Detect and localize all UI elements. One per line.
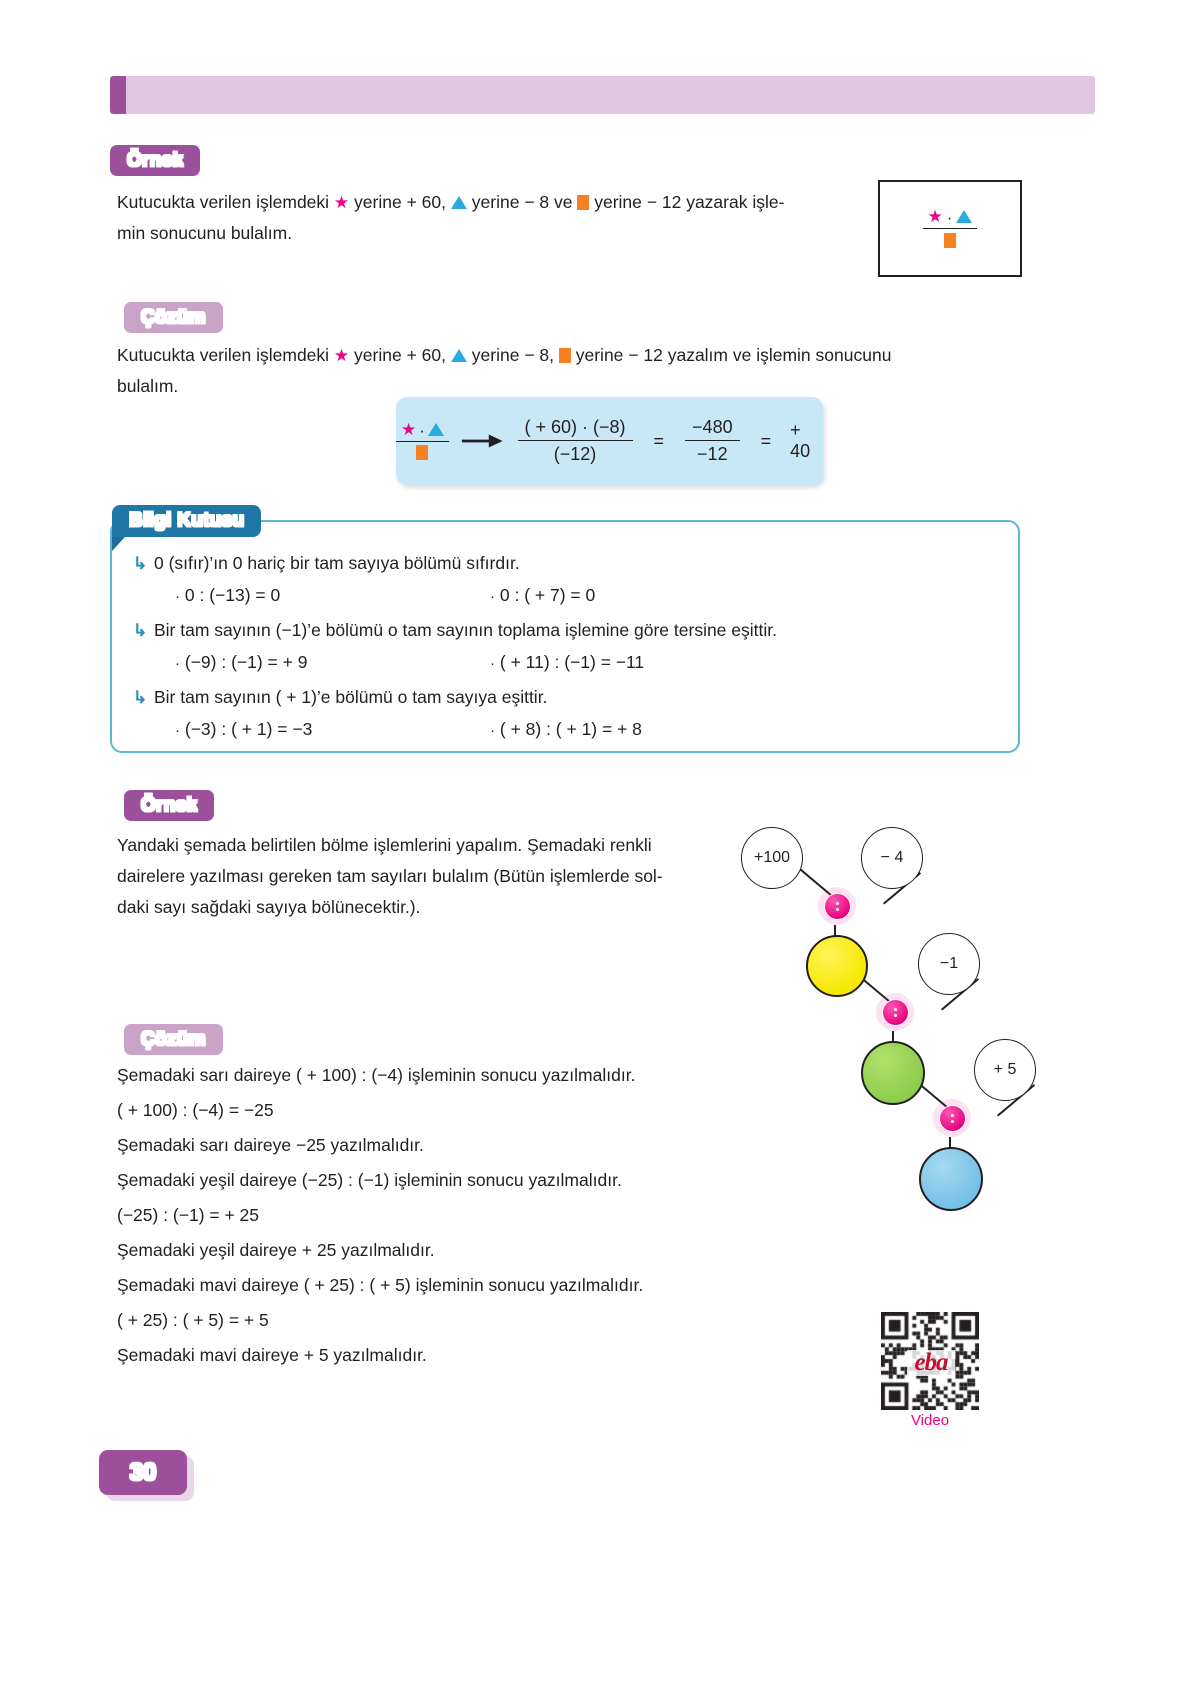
solution2-line-2: ( + 100) : (−4) = −25: [117, 1100, 274, 1120]
division-tree-diagram: [735, 825, 1025, 1215]
example1-value-minus12: − 12 yazarak işle-: [646, 192, 785, 212]
triangle-icon: [956, 210, 972, 223]
bilgi-rule-3-example-1-text: (−3) : ( + 1) = −3: [184, 719, 313, 739]
top-banner-tab: [110, 76, 126, 114]
diagram-node-blue: [919, 1147, 983, 1211]
bilgi-rule-1-example-2-text: 0 : ( + 7) = 0: [499, 585, 596, 605]
multiplication-dot-icon: ·: [946, 207, 953, 227]
section-label-ornek-2: [124, 790, 214, 821]
formula-fraction-2-numerator: −480: [685, 417, 740, 441]
formula-equals-1: =: [653, 430, 665, 451]
division-symbol-3: [939, 1105, 966, 1132]
solution2-line-8: ( + 25) : ( + 5) = + 5: [117, 1310, 269, 1330]
formula-fraction-1: [518, 417, 633, 465]
diagram-node-yellow: [806, 935, 868, 997]
example2-paragraph: [117, 830, 747, 923]
division-symbol-1: [824, 893, 851, 920]
example1-text-line2: min sonucunu bulalım.: [117, 223, 293, 243]
division-operator-icon-3: [933, 1099, 971, 1137]
cozum-label-text: Çözüm: [141, 306, 206, 328]
solution2-line-7: Şemadaki mavi daireye ( + 25) : ( + 5) işleminin sonucu yazılmalıdır.: [117, 1275, 644, 1295]
qr-code[interactable]: [881, 1312, 979, 1410]
bullet-arrow-icon: ↳: [133, 621, 148, 640]
list-dot-icon: ·: [175, 588, 180, 605]
bilgi-kutusu-label-text: Bilgi Kutusu: [129, 510, 245, 531]
bilgi-rule-3-example-1: [175, 719, 312, 740]
diagram-node-plus100: [741, 827, 803, 889]
bilgi-kutusu-tail: [112, 537, 125, 551]
formula-result: + 40: [790, 420, 811, 461]
qr-code-caption: Video: [910, 1412, 950, 1429]
example1-value-minus8: − 8 ve: [524, 192, 573, 212]
diagram-node-plus5: [974, 1039, 1036, 1101]
multiplication-dot-icon: ·: [419, 420, 425, 440]
section-label-bilgi-kutusu: [112, 505, 261, 537]
square-icon: [559, 348, 571, 363]
example1-text-b: yerine: [354, 192, 402, 212]
formula-fraction-1-denominator: (−12): [553, 444, 597, 464]
triangle-icon: [428, 423, 444, 436]
example1-text-d: yerine: [594, 192, 642, 212]
formula-symbol-numerator: [396, 419, 449, 442]
formula-panel: [396, 397, 823, 485]
kutucuk-numerator: [923, 206, 978, 229]
square-icon: [944, 233, 956, 248]
list-dot-icon: ·: [490, 722, 495, 739]
section-label-cozum-2: [124, 1024, 223, 1055]
example2-line-2: dairelere yazılması gereken tam sayıları bulalım (Bütün işlemlerde sol-: [117, 866, 663, 886]
top-banner: [110, 76, 1095, 114]
bilgi-rule-3-statement: Bir tam sayının ( + 1)’e bölümü o tam sayıya eşittir.: [154, 687, 548, 707]
star-icon: ★: [333, 345, 350, 365]
example1-text-c: yerine: [471, 192, 520, 212]
bullet-arrow-icon: ↳: [133, 688, 148, 707]
solution1-text-line2: bulalım.: [117, 376, 179, 396]
section-label-ornek-1: [110, 145, 200, 176]
solution2-line-4: Şemadaki yeşil daireye (−25) : (−1) işleminin sonucu yazılmalıdır.: [117, 1170, 622, 1190]
example2-line-1: Yandaki şemada belirtilen bölme işlemlerini yapalım. Şemadaki renkli: [117, 835, 652, 855]
list-dot-icon: ·: [490, 588, 495, 605]
formula-fraction-1-numerator: ( + 60) · (−8): [518, 417, 633, 441]
list-dot-icon: ·: [175, 655, 180, 672]
eba-logo: eba: [907, 1350, 955, 1376]
division-symbol-2: [882, 999, 909, 1026]
diagram-node-minus4: [861, 827, 923, 889]
bilgi-rule-1-statement: 0 (sıfır)’ın 0 hariç bir tam sayıya bölümü sıfırdır.: [154, 553, 520, 573]
bilgi-rule-2-example-1-text: (−9) : (−1) = + 9: [184, 652, 308, 672]
bilgi-rule-3-example-2-text: ( + 8) : ( + 1) = + 8: [499, 719, 642, 739]
formula-fraction-2-denominator: −12: [697, 444, 728, 464]
bilgi-rule-1-example-1-text: 0 : (−13) = 0: [184, 585, 281, 605]
kutucuk-expression-box: [878, 180, 1022, 277]
diagram-node-minus4-label: − 4: [880, 849, 904, 866]
diagram-node-green: [861, 1041, 925, 1105]
bilgi-rule-1-example-1: [175, 585, 280, 606]
solution2-line-5: (−25) : (−1) = + 25: [117, 1205, 260, 1225]
formula-symbol-fraction: [396, 419, 449, 461]
diagram-node-plus100-label: +100: [753, 849, 791, 866]
bilgi-rule-1-example-2: [490, 585, 595, 606]
solution2-line-6: Şemadaki yeşil daireye + 25 yazılmalıdır.: [117, 1240, 435, 1260]
solution1-value-minus8: − 8,: [524, 345, 554, 365]
bilgi-rule-3-example-2: [490, 719, 642, 740]
page-number-text: 30: [129, 1458, 157, 1486]
diagram-node-plus5-label: + 5: [993, 1061, 1017, 1078]
solution1-text-b: yerine: [354, 345, 402, 365]
square-icon: [577, 195, 589, 210]
solution2-line-9: Şemadaki mavi daireye + 5 yazılmalıdır.: [117, 1345, 427, 1365]
list-dot-icon: ·: [490, 655, 495, 672]
example1-text-a: Kutucukta verilen işlemdeki: [117, 192, 330, 212]
formula-fraction-2: [685, 417, 740, 465]
triangle-icon: [451, 196, 467, 209]
division-operator-icon-1: [818, 887, 856, 925]
triangle-icon: [451, 349, 467, 362]
ornek-2-label-text: Örnek: [141, 794, 198, 816]
ornek-label-text: Örnek: [127, 149, 184, 171]
cozum-2-label-text: Çözüm: [141, 1028, 206, 1050]
right-arrow-icon: [461, 433, 504, 449]
star-icon: ★: [401, 419, 417, 439]
formula-symbol-denominator: [396, 442, 449, 461]
kutucuk-fraction: [923, 206, 978, 249]
example1-value-plus60: + 60,: [406, 192, 447, 212]
star-icon: ★: [333, 192, 350, 212]
section-label-cozum-1: [124, 302, 223, 333]
star-icon: ★: [927, 206, 943, 226]
example1-paragraph: [117, 187, 862, 249]
solution1-text-c: yerine: [471, 345, 520, 365]
solution1-text-d: yerine: [575, 345, 624, 365]
diagram-node-minus1-label: −1: [939, 955, 959, 972]
bilgi-rule-2-example-2: [490, 652, 644, 673]
square-icon: [416, 445, 428, 460]
bilgi-rule-2-example-1: [175, 652, 307, 673]
solution1-text-a: Kutucukta verilen işlemdeki: [117, 345, 330, 365]
kutucuk-denominator: [923, 229, 978, 249]
list-dot-icon: ·: [175, 722, 180, 739]
diagram-node-minus1: [918, 933, 980, 995]
solution2-line-3: Şemadaki sarı daireye −25 yazılmalıdır.: [117, 1135, 424, 1155]
bullet-arrow-icon: ↳: [133, 554, 148, 573]
solution1-value-minus12: − 12 yazalım ve işlemin sonucunu: [628, 345, 892, 365]
bilgi-rule-2-example-2-text: ( + 11) : (−1) = −11: [499, 652, 645, 672]
division-operator-icon-2: [876, 993, 914, 1031]
formula-equals-2: =: [760, 430, 772, 451]
solution2-line-1: Şemadaki sarı daireye ( + 100) : (−4) işleminin sonucu yazılmalıdır.: [117, 1065, 636, 1085]
page-number: [99, 1450, 187, 1495]
bilgi-rule-2-statement: Bir tam sayının (−1)’e bölümü o tam sayının toplama işlemine göre tersine eşittir.: [154, 620, 777, 640]
example2-line-3: daki sayı sağdaki sayıya bölünecektir.).: [117, 897, 421, 917]
solution1-paragraph: [117, 340, 1012, 402]
solution1-value-plus60: + 60,: [406, 345, 447, 365]
